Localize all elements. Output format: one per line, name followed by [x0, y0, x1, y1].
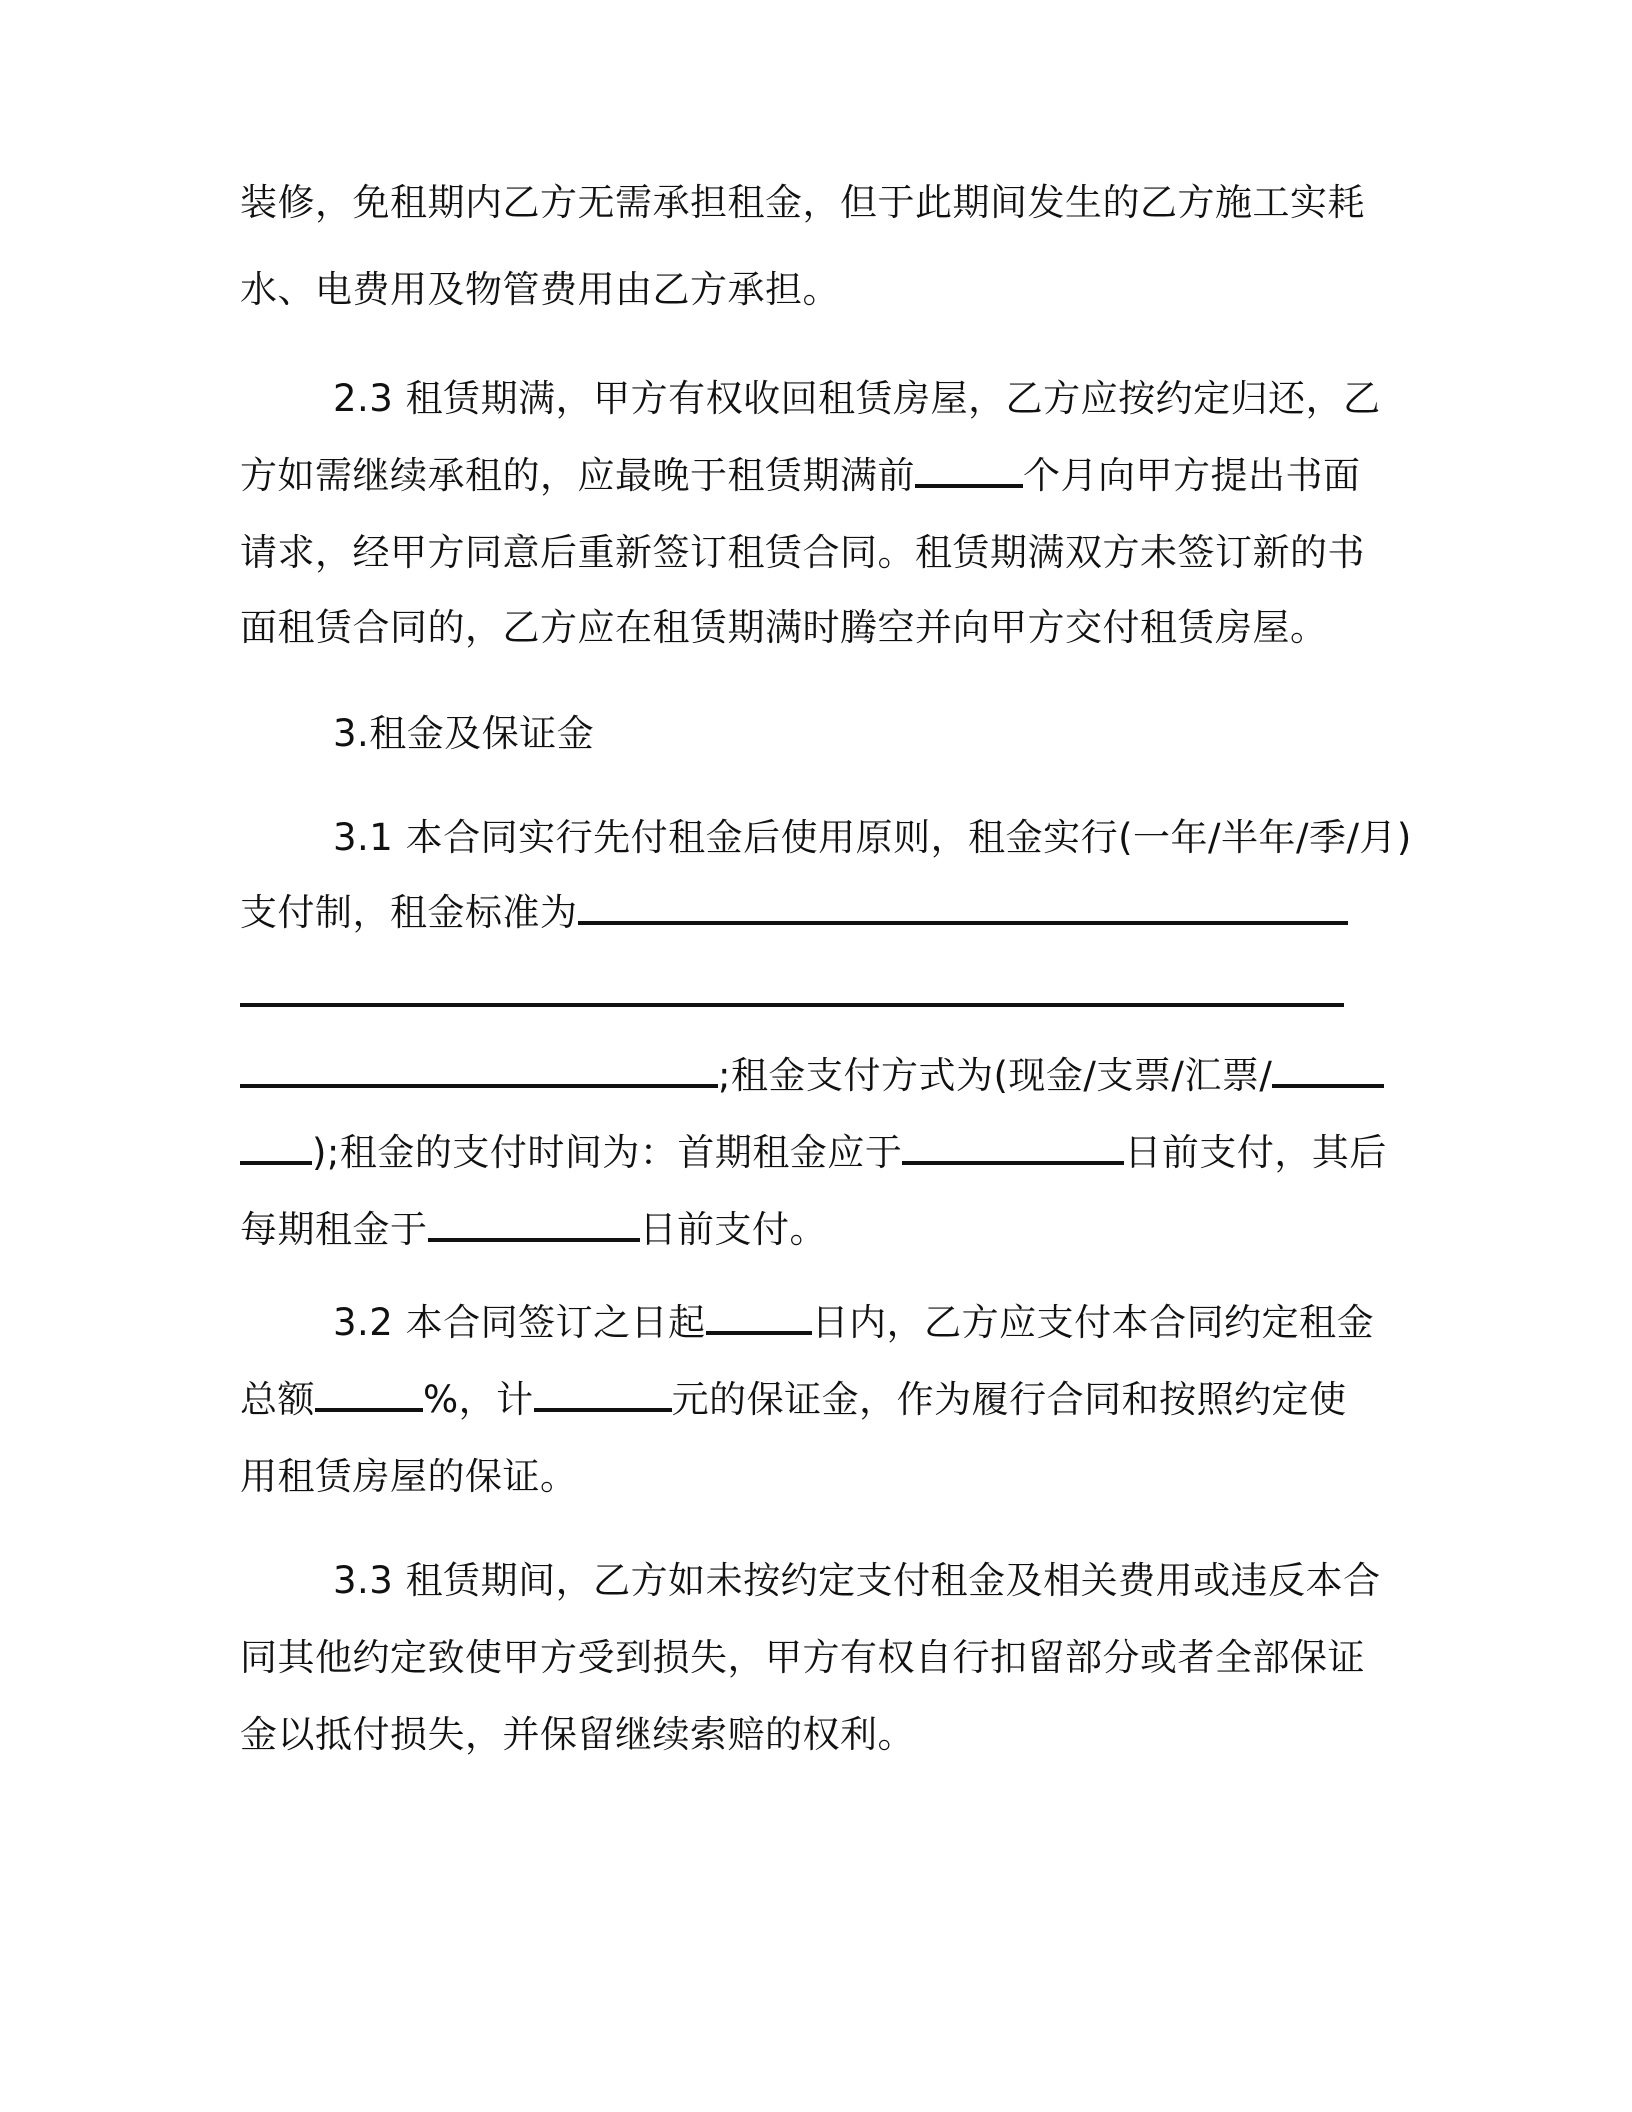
fill-blank-rent-standard-end[interactable]	[240, 1050, 718, 1088]
text-segment: 2.3 租赁期满，甲方有权收回租赁房屋，乙方应按约定归还，乙	[333, 377, 1381, 420]
clause-3-2-line	[333, 1297, 1374, 1349]
body-text-line	[240, 177, 1365, 229]
fill-blank-payment-method[interactable]	[1272, 1050, 1384, 1088]
text-segment: 水、电费用及物管费用由乙方承担。	[240, 268, 840, 311]
text-segment: 方如需继续承租的，应最晚于租赁期满前	[240, 454, 915, 497]
fill-blank-months[interactable]	[915, 450, 1023, 488]
body-text-line	[240, 887, 1348, 939]
text-segment: 3.2 本合同签订之日起	[333, 1301, 706, 1344]
fill-blank-rent-standard[interactable]	[578, 887, 1348, 925]
text-segment: );租金的支付时间为：首期租金应于	[312, 1131, 903, 1174]
body-text-line	[240, 527, 1365, 579]
text-segment: 3.1 本合同实行先付租金后使用原则，租金实行(一年/半年/季/月)	[333, 816, 1412, 859]
text-segment: 日前支付，其后	[1124, 1131, 1387, 1174]
text-segment: 金以抵付损失，并保留继续索赔的权利。	[240, 1713, 915, 1756]
text-segment: ;租金支付方式为(现金/支票/汇票/	[718, 1054, 1273, 1097]
body-text-line	[240, 1204, 827, 1256]
body-text-line	[240, 1127, 1387, 1179]
body-text-line	[240, 1709, 915, 1761]
fill-blank-periodic-payment-date[interactable]	[428, 1204, 640, 1242]
clause-2-3-line	[333, 373, 1381, 425]
fill-blank-payment-method-continued[interactable]	[240, 1127, 312, 1165]
body-text-line	[240, 1632, 1365, 1684]
text-segment: 请求，经甲方同意后重新签订租赁合同。租赁期满双方未签订新的书	[240, 531, 1365, 574]
text-segment: %，计	[423, 1378, 534, 1421]
body-text-line	[240, 1050, 1384, 1102]
body-text-line	[240, 1451, 578, 1503]
body-text-line	[240, 450, 1361, 502]
fill-blank-deposit-amount[interactable]	[534, 1374, 672, 1412]
body-text-line	[240, 1374, 1347, 1426]
fill-blank-first-payment-date[interactable]	[902, 1127, 1124, 1165]
text-segment: 总额	[240, 1378, 315, 1421]
text-segment: 每期租金于	[240, 1208, 428, 1251]
text-segment: 个月向甲方提出书面	[1023, 454, 1361, 497]
clause-3-3-line	[333, 1555, 1381, 1607]
text-segment: 日内，乙方应支付本合同约定租金	[811, 1301, 1375, 1344]
text-segment: 支付制，租金标准为	[240, 891, 578, 934]
text-segment: 元的保证金，作为履行合同和按照约定使	[671, 1378, 1347, 1421]
fill-blank-rent-standard-continued[interactable]	[240, 1003, 1344, 1007]
text-segment: 装修，免租期内乙方无需承担租金，但于此期间发生的乙方施工实耗	[240, 181, 1365, 224]
text-segment: 面租赁合同的，乙方应在租赁期满时腾空并向甲方交付租赁房屋。	[240, 606, 1328, 649]
fill-blank-percent[interactable]	[315, 1374, 423, 1412]
text-segment: 同其他约定致使甲方受到损失，甲方有权自行扣留部分或者全部保证	[240, 1636, 1365, 1679]
text-segment: 3.3 租赁期间，乙方如未按约定支付租金及相关费用或违反本合	[333, 1559, 1381, 1602]
section-heading	[333, 708, 594, 760]
text-segment: 用租赁房屋的保证。	[240, 1455, 578, 1498]
fill-blank-days[interactable]	[706, 1297, 812, 1335]
section-title: 3.租金及保证金	[333, 712, 595, 755]
clause-3-1-line	[333, 812, 1412, 864]
text-segment: 日前支付。	[639, 1208, 827, 1251]
body-text-line	[240, 602, 1328, 654]
body-text-line	[240, 264, 840, 316]
